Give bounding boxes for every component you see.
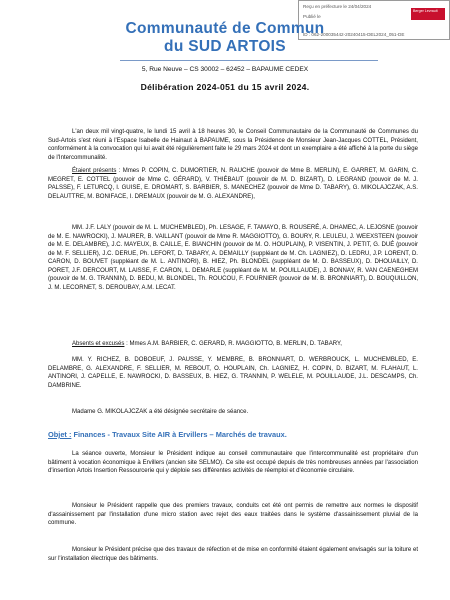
present-paragraph [48,167,418,201]
stamp-id: ID : 062-200035442-20240415-DEL2024_051-DE [303,32,405,37]
object-text: Finances - Travaux Site AIR à Ervillers – Marchés de travaux. [71,430,287,439]
paragraph-2: Monsieur le Président rappelle que des premiers travaux, conduits cet été ont permis de remettre aux normes le dispositif d'assainissement par l'installation d'une micro station avec rejet des eaux traitées dans le système d'assainissement pluvial de la commune. [48,503,418,526]
deliberation-title: Délibération 2024-051 du 15 avril 2024. [140,82,310,92]
stamp-received-date: Reçu en préfecture le 24/04/2024 [303,4,372,9]
paragraph-1: La séance ouverte, Monsieur le Président indique au conseil communautaire que l'intercommunalité est propriétaire d'un bâtiment à vocation économique à Ervillers (ancien site SELMO). Ce site est occupé depuis de très nombreuses années par l'association d'insertion Artois Insertion Ressourcerie qui y déploie ses différentes activités de réemploi et d'économie circulaire. [48,451,418,474]
title-line-1: Communauté de Commun [125,20,325,37]
absent-paragraph [48,340,418,349]
present-label: Étaient présents [72,168,117,174]
absent-men-paragraph: MM. Y. RICHEZ, B. DOBOEUF, J. PAUSSE, Y. MEMBRE, B. BRONNIART, D. WERBROUCK, L. MUCHEMBLED, E. DELAMBRE, G. ALEXANDRE, F. SELLIER, M. REBOUT, O. HOUPLAIN, Ch. LAGNIEZ, H. COPIN, D. BIZART, M. FLAHAUT, L. ANTINORI, J. CAPELLE, E. NAWROCKI, D. BASSEUX, B. HIEZ, G. TRANNIN, P. WELELE, M. POUILLAUDE, J.L. DESCAMPS, Ch. DAMBRINE. [48,357,418,389]
absent-women: : Mmes A.M. BARBIER, C. GERARD, R. MAGGIOTTO, B. MERLIN, D. TABARY, [124,341,342,347]
intro-paragraph: L'an deux mil vingt-quatre, le lundi 15 avril à 18 heures 30, le Conseil Communautaire de la Communauté de Communes du Sud-Artois s'est réuni à l'Espace Isabelle de Hainaut à BAPAUME, sous la Présidence de Monsieur Jean-Jacques COTTEL, Président, conformément à la convocation qui lui avait été régulièrement faite le 29 mars 2024 et dont un exemplaire a été affiché à la porte du siège de l'Intercommunalité. [48,129,418,161]
object-line [48,430,428,439]
berger-levrault-logo: Berger Levrault [411,8,445,20]
paragraph-3: Monsieur le Président précise que des travaux de réfection et de mise en conformité étaient également envisagés sur la toiture et sur l'installation électrique des bâtiments. [48,547,418,562]
absent-label: Absents et excusés [72,341,125,347]
present-men-paragraph: MM. J.F. LALY (pouvoir de M. L. MUCHEMBLED), Ph. LESAGE, F. TAMAYO, B. ROUSERÉ, A. DHAMEC, A. LEJOSNE (pouvoir de M. E. NAWROCKI), J. MAURER, B. VAILLANT (pouvoir de Mme R. MAGGIOTTO), G. BOURY, R. LEULEU, J. WEEXSTEEN (pouvoir de M. E. DELAMBRE), J.C. MAYEUX, B. CAILLE, E. BIANCHIN (pouvoir de M. O. HOUPLAIN), P. VISENTIN, J. PETIT, G. DUÉ (pouvoir de M. F. SELLIER), J.C. DERUE, Ph. LEFORT, D. TABARY, A. DEMAILLY (suppléant de M. Ch. LAGNIEZ), D. LEDRU, J.P. LORENT, D. CARON, D. BOUVET (suppléant de M. L. ANTINORI), B. HIEZ, Ph. BLONDEL (suppléant de M. D. BASSEUX), D. DHOUAILLY, D. PORET, J.F. DERCOURT, M. LAISSE, F. CARON, L. DEMARLE (suppléant de M. M. POUILLAUDE), J. BONNAY, R. VAN CAENEGHEM (pouvoir de M. G. TRANNIN), D. BEDU, M. BLONDEL, Th. ROUCOU, F. FOURNIER (pouvoir de M. B. BRONNIART), D. BOUQUILLON, J. M. LECORNET, S. DEROUBAY, A.M. LECAT. [48,225,418,291]
present-women: : Mmes P. COPIN, C. DUMORTIER, N. RAUCHE (pouvoir de Mme B. MERLIN), E. GARRET, M. GARIN, C. MEGRET, E. COTTEL (pouvoir de Mme C. GÉRARD), V. THIÉBAUT (pouvoir de M. D. BIZART), D. LEGRAND (pouvoir de M. J. PALSSE), F. LETURCQ, I. GUISE, E. DROMART, S. BARBIER, S. MANECHEZ (pouvoir de Mme D. TABARY), G. MIKOLAJCZAK, A.S. DELAUTTRE, M. BONIFACE, I. DREMAUX (pouvoir de M. G. ALEXANDRE), [48,168,418,200]
header-divider [120,60,378,61]
secretary-line: Madame G. MIKOLAJCZAK a été désignée secrétaire de séance. [72,409,249,415]
object-label: Objet : [48,430,72,439]
stamp-published: Publié le [303,14,321,19]
address-line: 5, Rue Neuve – CS 30002 – 62452 – BAPAUME CEDEX [141,66,309,73]
title-line-2: du SUD ARTOIS [164,38,286,55]
